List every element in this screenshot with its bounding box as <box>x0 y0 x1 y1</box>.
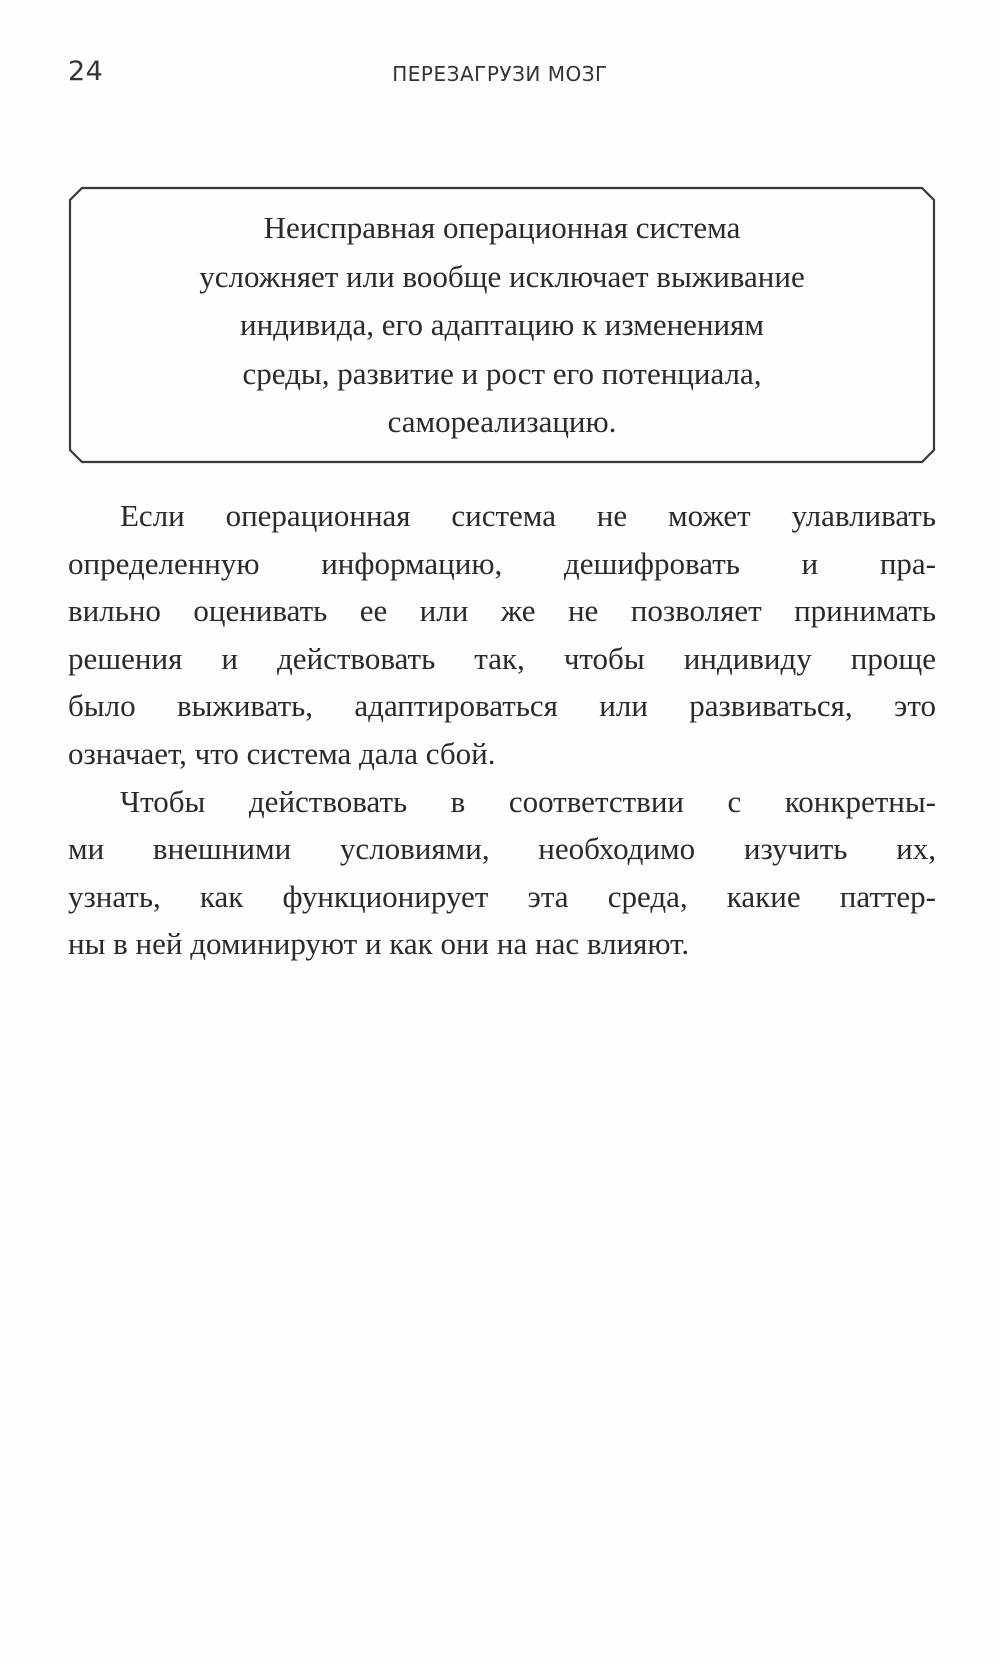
callout-text <box>88 204 916 447</box>
callout-box <box>68 186 936 464</box>
callout-line: индивида, его адаптацию к изменениям <box>240 307 764 342</box>
text-line: ми внешними условиями, необходимо изучить их, <box>68 831 936 867</box>
callout-line: самореализацию. <box>387 404 617 439</box>
text-line: узнать, как функционирует эта среда, какие паттер- <box>68 878 936 914</box>
paragraph-2 <box>68 778 936 968</box>
text-line: вильно оценивать ее или же не позволяет принимать <box>68 593 936 629</box>
text-line: означает, что система дала сбой. <box>68 735 496 771</box>
text-line: Если операционная система не может улавливать <box>120 498 936 533</box>
running-title: ПЕРЕЗАГРУЗИ МОЗГ <box>392 62 608 86</box>
text-line: Чтобы действовать в соответствии с конкретны- <box>120 783 936 819</box>
paragraph-1 <box>68 492 936 778</box>
text-line: ны в ней доминируют и как они на нас влияют. <box>68 926 690 962</box>
callout-line: среды, развитие и рост его потенциала, <box>242 355 762 391</box>
text-line: определенную информацию, дешифровать и пра- <box>68 545 936 581</box>
page-number: 24 <box>68 56 104 87</box>
text-line: было выживать, адаптироваться или развиваться, это <box>68 688 936 724</box>
callout-line: усложняет или вообще исключает выживание <box>199 258 805 294</box>
text-line: решения и действовать так, чтобы индивиду проще <box>68 640 936 676</box>
body-text <box>68 492 936 968</box>
callout-line: Неисправная операционная система <box>263 210 741 245</box>
